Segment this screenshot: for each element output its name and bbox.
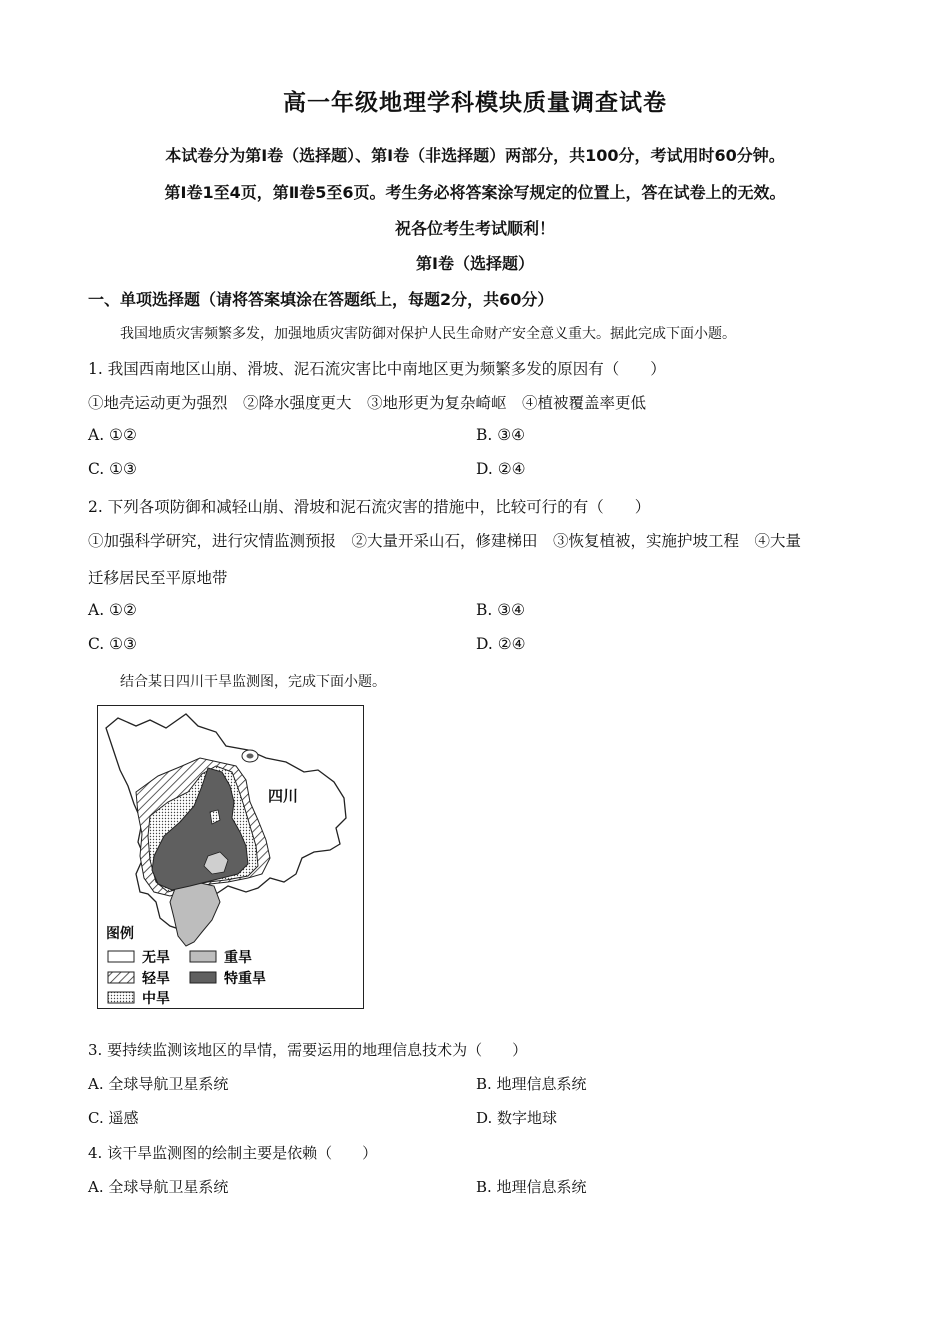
intro-line-2: 第Ⅰ卷1至4页，第Ⅱ卷5至6页。考生务必将答案涂写规定的位置上，答在试卷上的无效。 — [164, 183, 786, 202]
intro-line-3: 祝各位考生考试顺利！ — [394, 219, 555, 238]
q4-stem: 4. 该干旱监测图的绘制主要是依赖（ ） — [88, 1144, 378, 1162]
part-title: 第Ⅰ卷（选择题） — [416, 254, 534, 273]
legend-label-none: 无旱 — [142, 950, 170, 966]
ne-patch-core — [247, 754, 254, 759]
region-label: 四川 — [268, 787, 299, 805]
q1-stem: 1. 我国西南地区山崩、滑坡、泥石流灾害比中南地区更为频繁多发的原因有（ ） — [88, 360, 666, 378]
legend-swatch-extreme — [190, 972, 216, 983]
drought-map — [98, 706, 363, 1008]
heavy-drought-area — [170, 882, 220, 946]
q4-option-a[interactable]: A. 全球导航卫星系统 — [88, 1178, 229, 1196]
q1-items: ①地壳运动更为强烈 ②降水强度更大 ③地形更为复杂崎岖 ④植被覆盖率更低 — [88, 394, 647, 412]
q3-stem: 3. 要持续监测该地区的旱情，需要运用的地理信息技术为（ ） — [88, 1041, 528, 1059]
q1-option-b[interactable]: B. ③④ — [476, 426, 526, 444]
legend-swatch-medium — [108, 992, 134, 1003]
q2-option-b[interactable]: B. ③④ — [476, 601, 526, 619]
passage-2: 结合某日四川干旱监测图，完成下面小题。 — [120, 674, 386, 690]
legend-swatch-none — [108, 951, 134, 962]
q2-items-line-2: 迁移居民至平原地带 — [88, 569, 228, 587]
q4-option-b[interactable]: B. 地理信息系统 — [476, 1178, 587, 1196]
q3-option-c[interactable]: C. 遥感 — [88, 1109, 139, 1127]
q3-option-b[interactable]: B. 地理信息系统 — [476, 1075, 587, 1093]
q2-option-d[interactable]: D. ②④ — [476, 635, 526, 653]
legend-title: 图例 — [106, 926, 134, 942]
intro-line-1: 本试卷分为第Ⅰ卷（选择题）、第Ⅰ卷（非选择题）两部分，共100分，考试用时60分钟。 — [165, 146, 785, 165]
q2-option-a[interactable]: A. ①② — [88, 601, 137, 619]
q1-option-c[interactable]: C. ①③ — [88, 460, 137, 478]
passage-1: 我国地质灾害频繁多发，加强地质灾害防御对保护人民生命财产安全意义重大。据此完成下面小题。 — [120, 326, 736, 342]
q3-option-d[interactable]: D. 数字地球 — [476, 1109, 558, 1127]
legend-label-extreme: 特重旱 — [224, 971, 266, 987]
legend-label-light: 轻旱 — [142, 971, 170, 987]
q1-option-d[interactable]: D. ②④ — [476, 460, 526, 478]
q2-option-c[interactable]: C. ①③ — [88, 635, 137, 653]
q2-items-line-1: ①加强科学研究，进行灾情监测预报 ②大量开采山石，修建梯田 ③恢复植被，实施护坡工程 ④大量 — [88, 532, 802, 550]
drought-map-figure — [97, 705, 364, 1009]
legend-label-heavy: 重旱 — [224, 950, 252, 966]
q1-option-a[interactable]: A. ①② — [88, 426, 137, 444]
section-title: 一、单项选择题（请将答案填涂在答题纸上，每题2分，共60分） — [88, 290, 554, 309]
legend-label-medium: 中旱 — [142, 991, 170, 1007]
legend-swatch-heavy — [190, 951, 216, 962]
page-title: 高一年级地理学科模块质量调查试卷 — [283, 90, 667, 116]
q3-option-a[interactable]: A. 全球导航卫星系统 — [88, 1075, 229, 1093]
legend-swatch-light — [108, 972, 134, 983]
q2-stem: 2. 下列各项防御和减轻山崩、滑坡和泥石流灾害的措施中，比较可行的有（ ） — [88, 498, 651, 516]
